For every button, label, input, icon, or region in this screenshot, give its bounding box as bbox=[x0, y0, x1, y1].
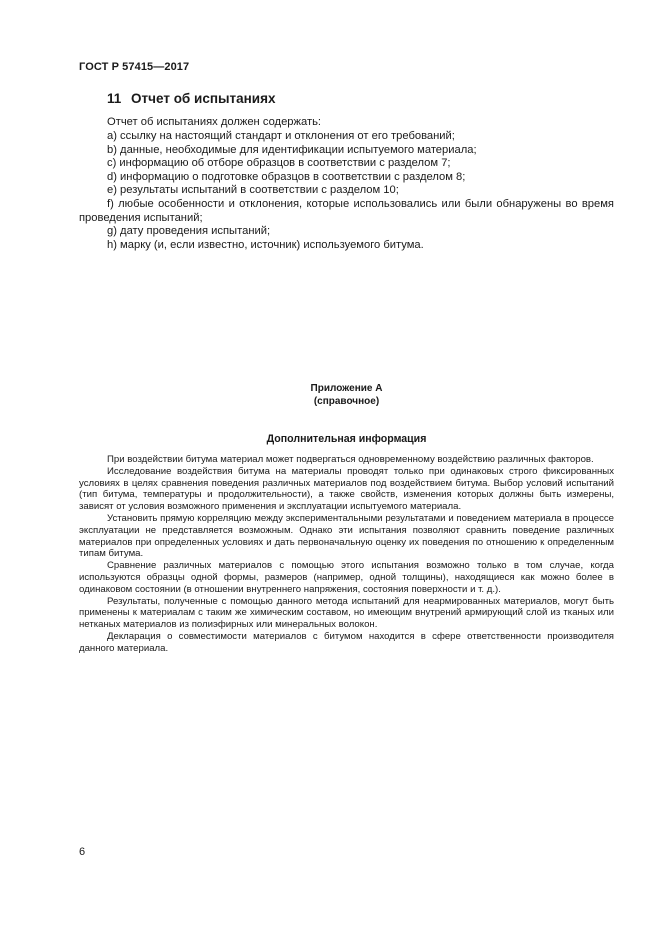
paragraph: Результаты, полученные с помощью данного метода испытаний для неармированных материалов, могут быть применены к материалам с таким же химическим составом, но имеющим внутрений армирующий слой из тканых или нетканых материалов из полиэфирных или минеральных волокон. bbox=[79, 595, 614, 631]
list-item: f) любые особенности и отклонения, которые использовались или были обнаружены во время проведения испытаний; bbox=[79, 197, 614, 224]
page-number: 6 bbox=[79, 846, 86, 858]
list-item: g) дату проведения испытаний; bbox=[107, 225, 271, 238]
appendix-label: Приложение А bbox=[310, 383, 383, 394]
paragraph: Установить прямую корреляцию между экспериментальными результатами и поведением материала в процессе эксплуатации не представляется возможным. Однако эти испытания позволяют сравнить поведение различных материалов при определенных условиях и дать первоначальную оценку их поведения по отношению к определенным типам битума. bbox=[79, 512, 614, 560]
paragraph: При воздействии битума материал может подвергаться одновременному воздействию различных факторов. bbox=[107, 454, 594, 465]
paragraph: Сравнение различных материалов с помощью этого испытания возможно только в том случае, когда используются образцы одной формы, размеров (например, одной толщины), находящиеся как можно более в одинаковом состоянии (в отношении внутреннего напряжения, состояния поверхности и т. д.). bbox=[79, 560, 614, 595]
paragraph: Исследование воздействия битума на материалы проводят только при одинаковых строго фиксированных условиях в целях сравнения поведения различных материалов под воздействием битума. Выбор условий испытаний (тип битума, температуры и продолжительности), а также свойств, изменения которых должны быть измерены, зависят от условия возможного применения и эксплуатации испытуемого материала. bbox=[79, 465, 614, 513]
section-heading bbox=[107, 91, 275, 106]
appendix-body bbox=[79, 454, 614, 655]
list-item: a) ссылку на настоящий стандарт и отклонения от его требований; bbox=[107, 130, 455, 142]
paragraph: Декларация о совместимости материалов с битумом находится в сфере ответственности производителя данного материала. bbox=[79, 630, 614, 654]
list-item: d) информацию о подготовке образцов в соответствии с разделом 8; bbox=[107, 170, 466, 183]
appendix-type: (справочное) bbox=[313, 396, 380, 407]
section-number: 11 bbox=[107, 91, 122, 106]
appendix-title: Дополнительная информация bbox=[266, 433, 427, 445]
list-item: e) результаты испытаний в соответствии с разделом 10; bbox=[107, 184, 399, 197]
document-header: ГОСТ Р 57415—2017 bbox=[79, 61, 190, 73]
list-item: h) марку (и, если известно, источник) используемого битума. bbox=[107, 238, 424, 251]
section-title: Отчет об испытаниях bbox=[131, 91, 276, 106]
list-item: c) информацию об отборе образцов в соответствии с разделом 7; bbox=[107, 157, 451, 170]
report-items-list bbox=[79, 130, 614, 252]
list-item: b) данные, необходимые для идентификации испытуемого материала; bbox=[107, 143, 477, 156]
section-intro: Отчет об испытаниях должен содержать: bbox=[107, 116, 322, 128]
